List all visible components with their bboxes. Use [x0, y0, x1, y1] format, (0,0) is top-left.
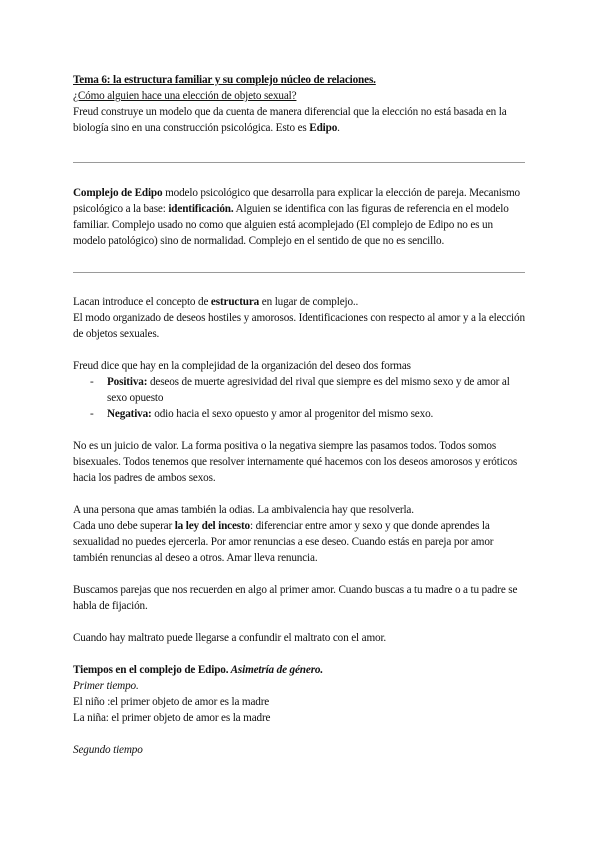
intro-paragraph: [73, 104, 525, 136]
forms-list: [73, 374, 525, 422]
positiva-text: deseos de muerte agresividad del rival que siempre es del mismo sexo y de amor al sexo opuesto: [107, 376, 510, 404]
edipo-text-1: modelo psicológico que desarrolla para explicar la elección de pareja. Mecanismo psicológico a la base:: [73, 187, 520, 215]
lacan-text-a: Lacan introduce el concepto de: [73, 296, 211, 308]
lacan-line: [73, 294, 525, 310]
negativa-text: odio hacia el sexo opuesto y amor al progenitor del mismo sexo.: [151, 408, 434, 420]
tiempos-heading: [73, 662, 525, 678]
incesto-paragraph: [73, 518, 525, 566]
list-item: [73, 406, 525, 422]
freud-line: Freud dice que hay en la complejidad de la organización del deseo dos formas: [73, 360, 411, 372]
buscamos-paragraph: Buscamos parejas que nos recuerden en algo al primer amor. Cuando buscas a tu madre o a tu padre se habla de fijación.: [73, 584, 518, 612]
edipo-bold: Edipo: [309, 122, 338, 134]
intro-end: .: [337, 122, 340, 134]
section-title: Tema 6: la estructura familiar y su complejo núcleo de relaciones.: [73, 74, 376, 86]
identificacion-bold: identificación.: [168, 203, 234, 215]
document-page: [73, 72, 525, 758]
juicio-paragraph: No es un juicio de valor. La forma positiva o la negativa siempre las pasamos todos. Todos somos bisexuales. Todos tenemos que resolver internamente qué hacemos con los deseos amorosos y eróticos hacia los padres de ambos sexos.: [73, 440, 518, 484]
intro-text: Freud construye un modelo que da cuenta de manera diferencial que la elección no está basada en la biología sino en una construcción psicológica. Esto es: [73, 106, 507, 134]
list-item: [73, 374, 525, 406]
asimetria-bold-italic: Asimetría de género.: [228, 664, 323, 676]
negativa-label: Negativa:: [107, 408, 152, 420]
estructura-bold: estructura: [210, 296, 260, 308]
positiva-label: Positiva:: [107, 376, 148, 388]
maltrato-line: Cuando hay maltrato puede llegarse a confundir el maltrato con el amor.: [73, 632, 387, 644]
tiempos-bold: Tiempos en el complejo de Edipo.: [73, 664, 229, 676]
nina-line: La niña: el primer objeto de amor es la madre: [73, 712, 271, 724]
edipo-complex-bold: Complejo de Edipo: [73, 187, 163, 199]
incesto-text-b: : diferenciar entre amor y sexo y que donde aprendes la sexualidad no puedes ejercerla. Por amor renuncias a ese deseo. Cuando estás en pareja por amor también renuncias al deseo a otros. Amar lleva renuncia.: [73, 520, 494, 564]
edipo-paragraph: [73, 185, 525, 249]
primer-tiempo: Primer tiempo.: [73, 680, 139, 692]
ley-incesto-bold: la ley del incesto: [174, 520, 250, 532]
persona-line: A una persona que amas también la odias. La ambivalencia hay que resolverla.: [73, 504, 414, 516]
incesto-text-a: Cada uno debe superar: [73, 520, 175, 532]
edipo-text-2: Alguien se identifica con las figuras de referencia en el modelo familiar. Complejo usado no como que alguien está acomplejado (El complejo de Edipo no es un modelo patológico) sino de normalidad. Complejo en el sentido de que no es sencillo.: [73, 203, 509, 247]
lacan-text-b: en lugar de complejo..: [259, 296, 359, 308]
modo-paragraph: El modo organizado de deseos hostiles y amorosos. Identificaciones con respecto al amor y a la elección de objetos sexuales.: [73, 312, 525, 340]
segundo-tiempo: Segundo tiempo: [73, 744, 143, 756]
question-line: ¿Cómo alguien hace una elección de objeto sexual?: [73, 90, 297, 102]
nino-line: El niño :el primer objeto de amor es la madre: [73, 696, 270, 708]
